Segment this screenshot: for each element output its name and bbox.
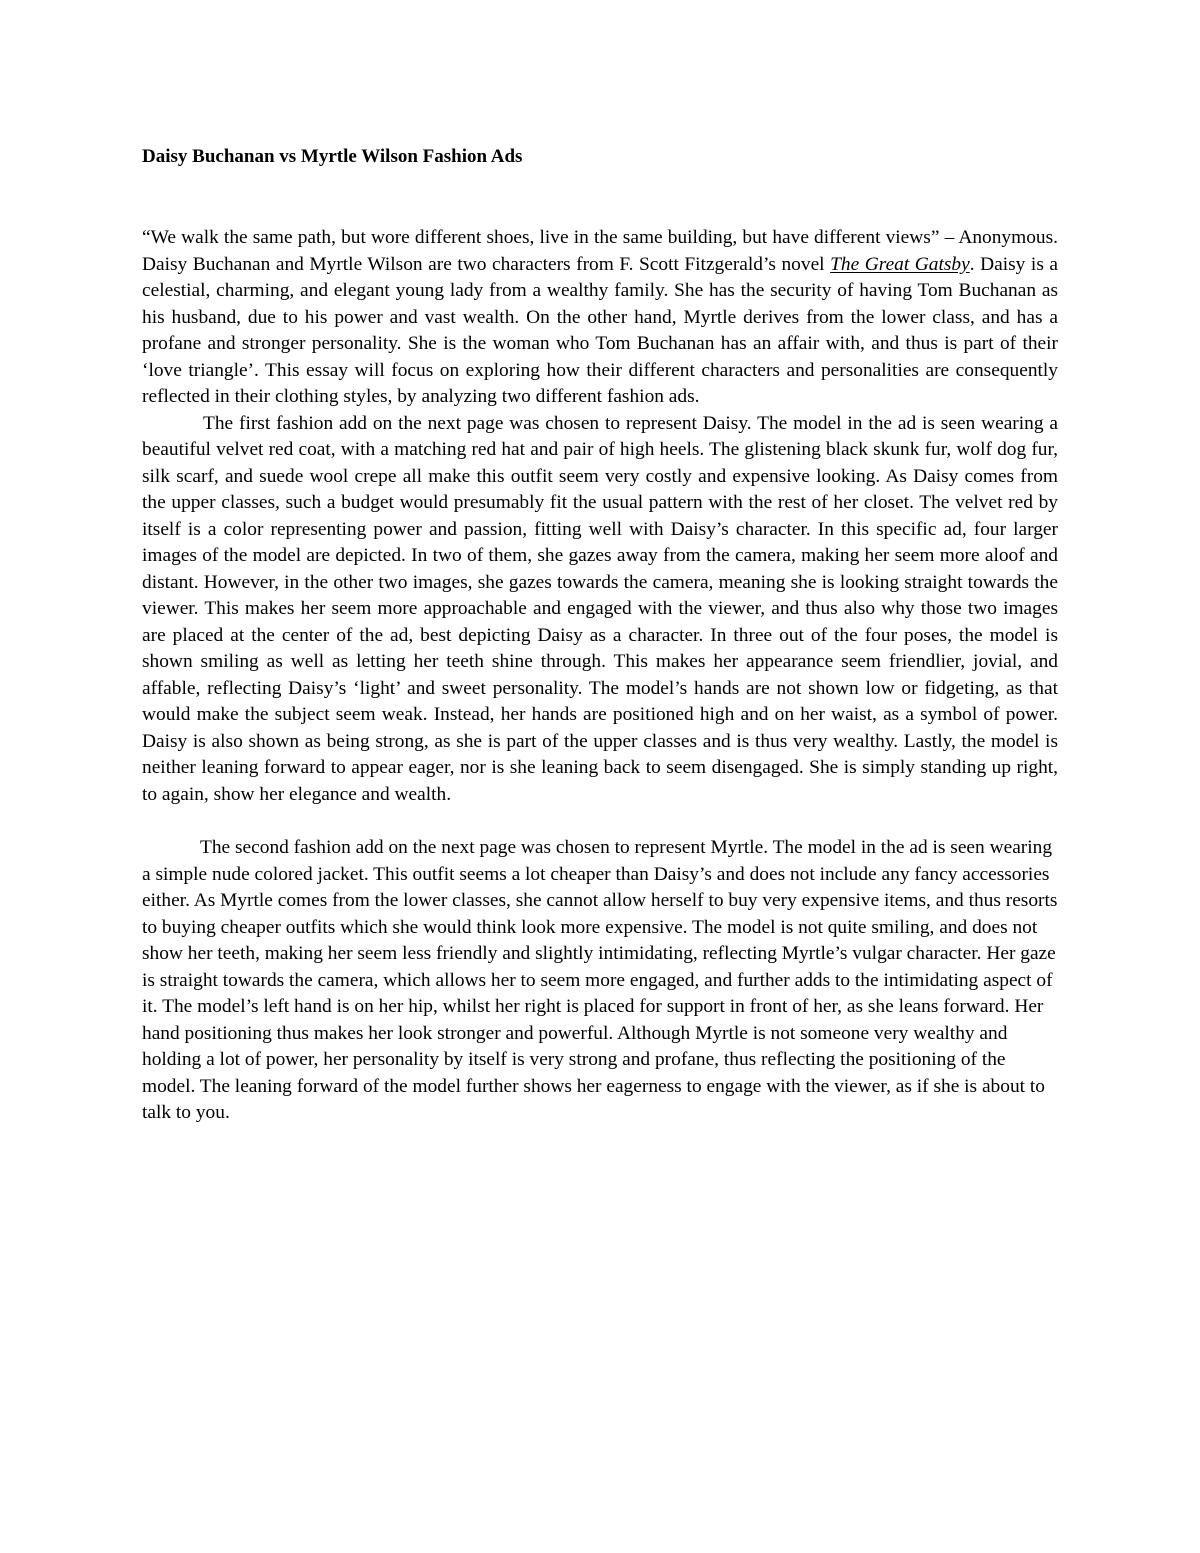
myrtle-paragraph: The second fashion add on the next page was chosen to represent Myrtle. The model in the ad is seen wearing a simple nude colored jacket. This outfit seems a lot cheaper than Daisy’s and does not include any fancy accessories either. As Myrtle comes from the lower classes, she cannot allow herself to buy very expensive items, and thus resorts to buying cheaper outfits which she would think look more expensive. The model is not quite smiling, and does not show her teeth, making her seem less friendly and slightly intimidating, reflecting Myrtle’s vulgar character. Her gaze is straight towards the camera, which allows her to seem more engaged, and further adds to the intimidating aspect of it. The model’s left hand is on her hip, whilst her right is placed for support in front of her, as she leans forward. Her hand positioning thus makes her look stronger and powerful. Although Myrtle is not someone very wealthy and holding a lot of power, her personality by itself is very strong and profane, thus reflecting the positioning of the model. The leaning forward of the model further shows her eagerness to engage with the viewer, as if she is about to talk to you.	[142, 837, 1058, 1123]
document-title: Daisy Buchanan vs Myrtle Wilson Fashion Ads	[142, 146, 523, 167]
intro-text-after-title: . Daisy is a celestial, charming, and elegant young lady from a wealthy family. She has the security of having Tom Buchanan as his husband, due to his power and vast wealth. On the other hand, Myrtle derives from the lower class, and has a profane and stronger personality. She is the woman who Tom Buchanan has an affair with, and thus is part of their ‘love triangle’. This essay will focus on exploring how their different characters and personalities are consequently reflected in their clothing styles, by analyzing two different fashion ads.	[142, 253, 1059, 407]
paragraph-spacer	[142, 808, 1058, 835]
daisy-paragraph: The first fashion add on the next page was chosen to represent Daisy. The model in the ad is seen wearing a beautiful velvet red coat, with a matching red hat and pair of high heels. The glistening black skunk fur, wolf dog fur, silk scarf, and suede wool crepe all make this outfit seem very costly and expensive looking. As Daisy comes from the upper classes, such a budget would presumably fit the usual pattern with the rest of her closet. The velvet red by itself is a color representing power and passion, fitting well with Daisy’s character. In this specific ad, four larger images of the model are depicted. In two of them, she gazes away from the camera, making her seem more aloof and distant. However, in the other two images, she gazes towards the camera, meaning she is looking straight towards the viewer. This makes her seem more approachable and engaged with the viewer, and thus also why those two images are placed at the center of the ad, best depicting Daisy as a character. In three out of the four poses, the model is shown smiling as well as letting her teeth shine through. This makes her appearance seem friendlier, jovial, and affable, reflecting Daisy’s ‘light’ and sweet personality. The model’s hands are not shown low or fidgeting, as that would make the subject seem weak. Instead, her hands are positioned high and on her waist, as a symbol of power. Daisy is also shown as being strong, as she is part of the upper classes and is thus very wealthy. Lastly, the model is neither leaning forward to appear eager, nor is she leaning back to seem disengaged. She is simply standing up right, to again, show her elegance and wealth.	[142, 412, 1058, 805]
intro-paragraph	[142, 225, 1058, 411]
intro-text-before-title: “We walk the same path, but wore different shoes, live in the same building, but have different views” – Anonymous. Daisy Buchanan and Myrtle Wilson are two characters from F. Scott Fitzgerald’s novel	[142, 227, 1058, 275]
document-page	[142, 142, 1058, 1127]
book-title: The Great Gatsby	[830, 253, 970, 275]
